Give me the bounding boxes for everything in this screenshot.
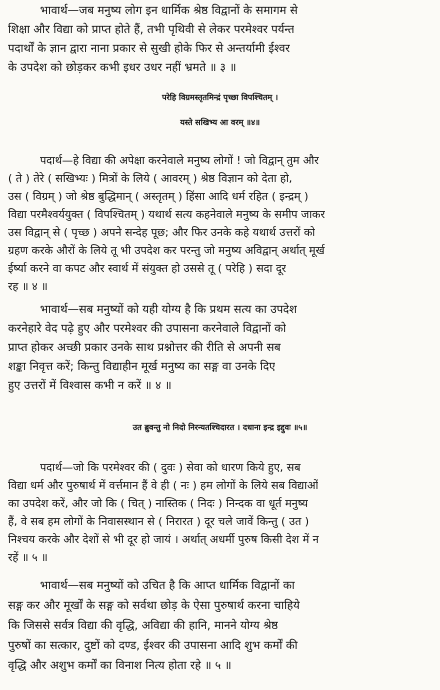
text-line: करनेहारे वेद पढ़े हुए और परमेश्वर की उपासना करनेवाले विद्वानों को [8,321,287,335]
text-line: पदार्थ—जो कि परमेश्वर की ( दुवः ) सेवा को धारण किये हुए, सब [40,461,301,474]
text-line: के उपदेश को छोड़कर कभी इधर उधर नहीं भ्रमते ॥ ३ ॥ [8,60,237,74]
text-line: ईर्ष्या करने वा कपट और स्वार्थ में संयुक्त हो उससे तू ( परेहि ) सदा दूर [8,262,287,275]
text-line: शिक्षा और विद्या को प्राप्त होते हैं, तभी पृथिवी से लेकर परमेश्वर पर्यन्त [8,22,295,36]
mantra-4-line-1: परेहि विग्रमस्तृतमिन्द्रं पृच्छा विपश्चितम् । [161,92,279,102]
text-line: पदार्थ—हे विद्या की अपेक्षा करनेवाले मनुष्य लोगों ! जो विद्वान् तुम और [40,154,319,167]
text-line: पदार्थों के ज्ञान द्वारा नाना प्रकार से सुखी होके फिर से अन्तर्यामी ईश्वर [8,41,290,55]
text-line: का उपदेश करें, और जो कि ( चित् ) नास्तिक ( निदः ) निन्दक वा धूर्त मनुष्य [8,497,309,510]
text-line: पुरुषों का सत्कार, दुष्टों को दण्ड, ईश्वर की उपासना आदि शुभ कर्मों की [8,638,298,652]
text-line: सङ्ग कर और मूर्खों के सङ्ग को सर्वथा छोड़ के ऐसा पुरुषार्थ करना चाहिये [8,598,300,612]
mantra-4-line-2: यस्ते सखिभ्य आ वरम् ॥४॥ [180,117,260,127]
text-line: ( ते ) तेरे ( सखिभ्यः ) मित्रों के लिये ( आवरम् ) श्रेष्ठ विज्ञान को देता हो, [8,172,293,185]
text-line: भावार्थ—सब मनुष्यों को उचित है कि आप्त धार्मिक विद्वानों का [40,578,295,592]
text-line: हुए उत्तरों में विश्वास कभी न करें ॥ ४ ॥ [8,378,172,392]
text-line: विद्या परमैश्वर्ययुक्त ( विपश्चितम् ) यथार्थ सत्य कहनेवाले मनुष्य के समीप जाकर [8,208,325,221]
text-line: प्राप्त होकर अच्छी प्रकार उनके साथ प्रश्नोत्तर की रीति से अपनी सब [8,340,281,354]
text-line: रह ॥ ४ ॥ [8,280,48,293]
text-line: उस ( विग्रम् ) जो श्रेष्ठ बुद्धिमान् ( अस्तृतम् ) हिंसा आदि धर्म रहित ( इन्द्रम् ) [8,190,309,203]
text-line: ग्रहण करके औरों के लिये तू भी उपदेश कर परन्तु जो मनुष्य अविद्वान् अर्थात् मूर्ख [8,244,325,257]
mantra-5-line-1: उत ब्रुवन्तु नो निदो निरन्यतश्चिदारत । दधाना इन्द्र इद्दुवः ॥५॥ [132,422,308,432]
text-line: भावार्थ—सब मनुष्यों को यही योग्य है कि प्रथम सत्य का उपदेश [40,302,297,316]
text-line: शङ्का निवृत्त करें; किन्तु विद्याहीन मूर्ख मनुष्य का सङ्ग वा उनके दिए [8,359,276,373]
text-line: विद्या धर्म और पुरुषार्थ में वर्त्तमान हैं वे ही ( नः ) हम लोगों के लिये सब विद्याओं [8,479,319,492]
text-line: भावार्थ—जब मनुष्य लोग इन धार्मिक श्रेष्ठ विद्वानों के समागम से [40,3,298,17]
text-line: वृद्धि और अशुभ कर्मों का विनाश नित्य होता रहे ॥ ५ ॥ [8,658,232,672]
text-line: रहें ॥ ५ ॥ [8,551,48,564]
text-line: निश्चय करके और देशों से भी दूर हो जायं । अर्थात् अधर्मी पुरुष किसी देश में न [8,533,319,546]
text-line: उस विद्वान् से ( पृच्छ ) अपने सन्देह पूछ; और फिर उनके कहे यथार्थ उत्तरों को [8,226,316,239]
text-line: हैं, वे सब हम लोगों के निवासस्थान से ( निरारत ) दूर चले जावें किन्तु ( उत ) [8,515,310,528]
text-line: कि जिससे सर्वत्र विद्या की वृद्धि, अविद्या की हानि, मानने योग्य श्रेष्ठ [8,618,279,632]
